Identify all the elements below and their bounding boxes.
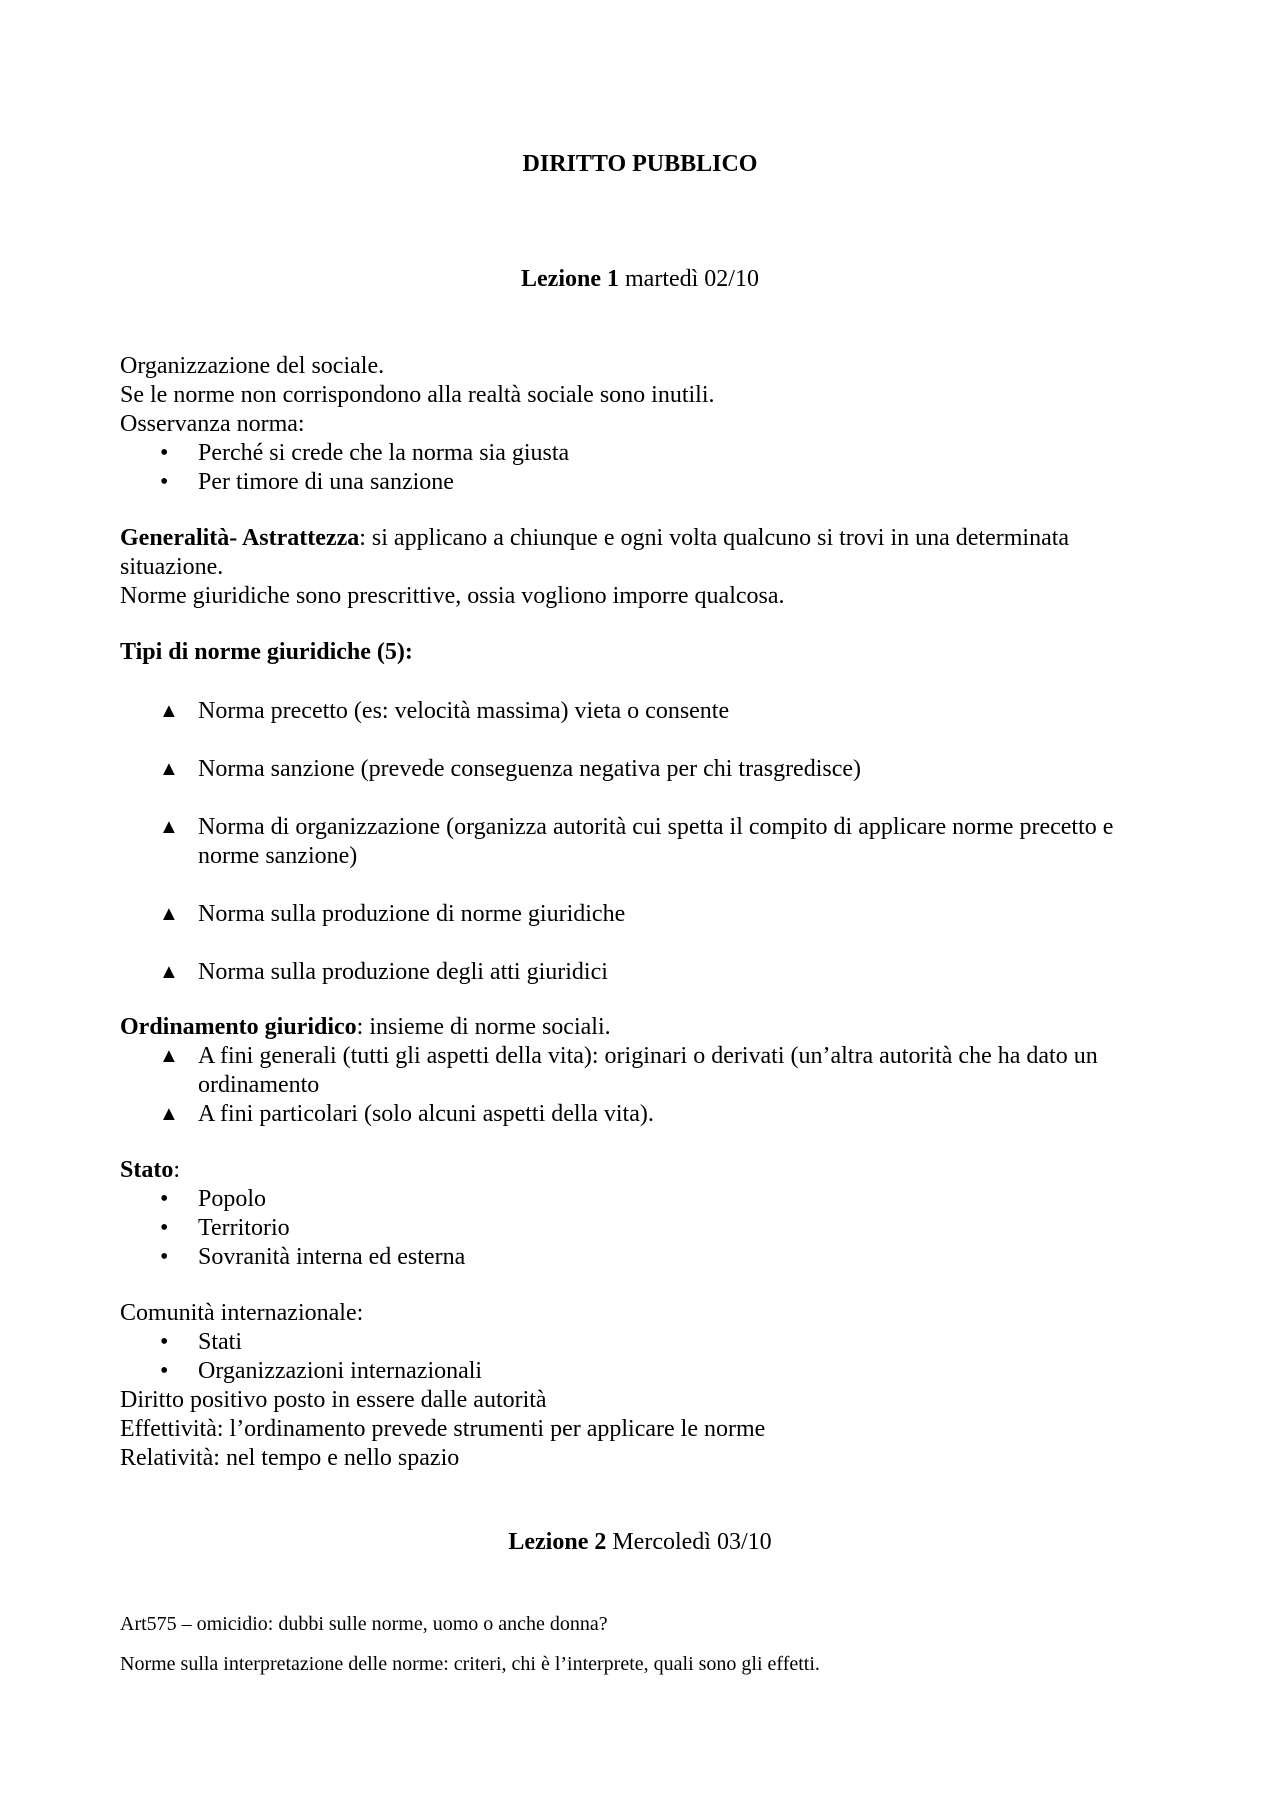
bullet-marker: • [160,1329,169,1355]
list-item-text: A fini particolari (solo alcuni aspetti della vita). [198,1101,654,1127]
list-item [120,900,1170,929]
list-item [120,1185,1170,1214]
document-title: DIRITTO PUBBLICO [522,151,758,177]
triangle-marker: ▲ [159,758,179,780]
list-item [120,697,1170,726]
list-item-text: Popolo [198,1186,267,1212]
list-item [120,755,1170,784]
list-item-text: A fini generali (tutti gli aspetti della vita): originari o derivati (un’altra autorità che ha dato un ordinamento [198,1043,1098,1098]
bullet-marker: • [160,1358,169,1384]
triangle-marker: ▲ [159,961,179,983]
triangle-marker: ▲ [159,1045,179,1067]
generalita-term: Generalità- Astrattezza [120,525,360,551]
generalita-section [120,524,1170,611]
list-item [120,468,1170,497]
intro-bullet-list [120,439,1170,497]
bullet-marker: • [160,1186,169,1212]
list-item [120,1243,1170,1272]
bullet-marker: • [160,469,169,495]
ordinamento-list [120,1042,1170,1129]
list-item-text: Perché si crede che la norma sia giusta [198,440,570,466]
tipi-heading-text: Tipi di norme giuridiche (5): [120,639,413,665]
comunita-section [120,1299,1170,1473]
bullet-marker: • [160,1244,169,1270]
ordinamento-text: : insieme di norme sociali. [356,1014,611,1040]
list-item-text: Norma precetto (es: velocità massima) vieta o consente [198,698,730,724]
list-item-text: Norma sulla produzione degli atti giuridici [198,959,608,985]
lesson-2-note: Norme sulla interpretazione delle norme: criteri, chi è l’interprete, quali sono gli effetti. [120,1653,820,1675]
lesson-1-heading [0,266,1280,293]
list-item-text: Per timore di una sanzione [198,469,454,495]
list-item [120,1357,1170,1386]
lesson-2-heading [0,1529,1280,1556]
list-item-text: Sovranità interna ed esterna [198,1244,466,1270]
comunita-line: Effettività: l’ordinamento prevede strumenti per applicare le norme [120,1416,766,1442]
triangle-marker: ▲ [159,903,179,925]
triangle-marker: ▲ [159,816,179,838]
intro-line: Organizzazione del sociale. [120,353,385,379]
stato-heading [120,1156,1170,1185]
lesson-2-date: Mercoledì 03/10 [612,1529,772,1555]
tipi-section [120,638,1170,667]
list-item-text: Norma sulla produzione di norme giuridiche [198,901,626,927]
list-item-text: Stati [198,1329,243,1355]
ordinamento-paragraph [120,1013,1170,1042]
list-item [120,1214,1170,1243]
lesson-1-date: martedì 02/10 [625,266,759,292]
list-item [120,439,1170,468]
intro-line: Se le norme non corrispondono alla realtà sociale sono inutili. [120,382,715,408]
ordinamento-section [120,1013,1170,1129]
triangle-marker: ▲ [159,700,179,722]
intro-line: Osservanza norma: [120,411,305,437]
comunita-heading: Comunità internazionale: [120,1300,364,1326]
generalita-paragraph [120,524,1170,582]
stato-list [120,1185,1170,1272]
bullet-marker: • [160,1215,169,1241]
lesson-1-label: Lezione 1 [521,266,619,292]
tipi-heading [120,638,1170,667]
comunita-line: Diritto positivo posto in essere dalle autorità [120,1387,547,1413]
stato-term: Stato [120,1157,174,1183]
intro-section [120,352,1170,497]
list-item-text: Organizzazioni internazionali [198,1358,483,1384]
generalita-text: : si applicano a chiunque e ogni volta qualcuno si trovi in una determinata situazione. [120,525,1070,580]
bullet-marker: • [160,440,169,466]
lesson-2-label: Lezione 2 [508,1529,607,1555]
lesson-2-notes-b [120,1652,1170,1676]
list-item [120,1042,1170,1100]
list-item [120,813,1170,871]
list-item-text: Norma sanzione (prevede conseguenza negativa per chi trasgredisce) [198,756,862,782]
list-item [120,1328,1170,1357]
generalita-line2: Norme giuridiche sono prescrittive, ossia vogliono imporre qualcosa. [120,583,785,609]
stato-section [120,1156,1170,1272]
tipi-list [120,697,1170,987]
list-item [120,958,1170,987]
triangle-marker: ▲ [159,1103,179,1125]
list-item-text: Norma di organizzazione (organizza autorità cui spetta il compito di applicare norme precetto e norme sanzione) [198,814,1114,869]
lesson-2-note: Art575 – omicidio: dubbi sulle norme, uomo o anche donna? [120,1613,608,1635]
tipi-list-block [120,697,1170,1016]
list-item-text: Territorio [198,1215,290,1241]
ordinamento-term: Ordinamento giuridico [120,1014,357,1040]
comunita-list [120,1328,1170,1386]
comunita-line: Relatività: nel tempo e nello spazio [120,1445,460,1471]
lesson-2-notes [120,1612,1170,1636]
list-item [120,1100,1170,1129]
stato-colon: : [173,1157,181,1183]
